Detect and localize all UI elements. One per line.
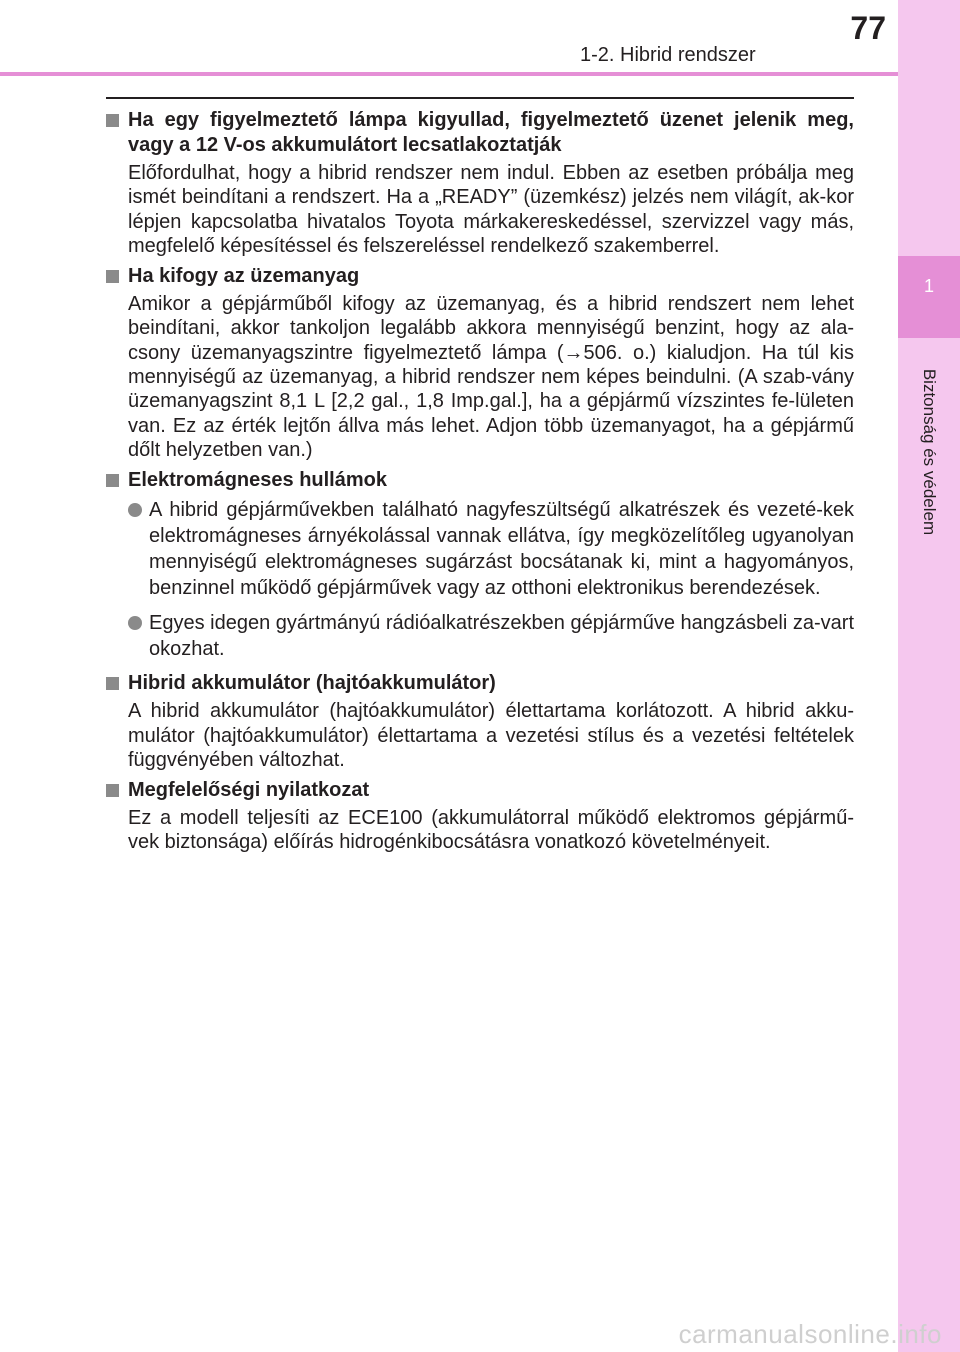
side-tab-bar xyxy=(898,0,960,1352)
chapter-tab xyxy=(898,256,960,338)
section-paragraph: A hibrid akkumulátor (hajtóakkumulátor) élettartama korlátozott. A hibrid akku-mulátor (hajtóakkumulátor) élettartama a vezetési stílus és a vezetési feltételek függvényében változhat. xyxy=(128,700,854,771)
section-paragraph: Előfordulhat, hogy a hibrid rendszer nem indul. Ebben az esetben próbálja meg ismét beindítani a rendszert. Ha a „READY” (üzemkész) jelzés nem világít, ak-kor lépjen kapcsolatba hivatalos Toyota márkakereskedéssel, szervizzel vagy más, megfelelő képesítéssel és felszereléssel rendelkező szakemberrel. xyxy=(128,162,854,257)
section-heading xyxy=(106,264,854,289)
bullet-text: A hibrid gépjárművekben található nagyfeszültségű alkatrészek és vezeté-kek elektromágneses árnyékolással vannak ellátva, így megközelítőleg ugyanolyan mennyiségű elektromágneses sugárzást bocsátanak ki, mint a hagyományos, benzinnel működő gépjárművek vagy az otthoni elektronikus berendezések. xyxy=(149,499,854,600)
bullet-item xyxy=(128,497,854,601)
chapter-label: Biztonság és védelem xyxy=(920,368,939,536)
watermark-text: carmanualsonline.info xyxy=(678,1319,942,1349)
square-bullet-icon xyxy=(106,114,119,127)
header-rule xyxy=(0,72,898,76)
square-bullet-icon xyxy=(106,677,119,690)
section-paragraph: Ez a modell teljesíti az ECE100 (akkumulátorral működő elektromos gépjármű-vek biztonsága) előírás hidrogénkibocsátásra vonatkozó követelményeit. xyxy=(128,807,854,854)
section-heading-text: Hibrid akkumulátor (hajtóakkumulátor) xyxy=(128,672,496,695)
chapter-number: 1 xyxy=(923,276,934,296)
round-bullet-icon xyxy=(128,616,142,630)
square-bullet-icon xyxy=(106,474,119,487)
section-heading-text: Ha kifogy az üzemanyag xyxy=(128,265,360,288)
section-heading xyxy=(106,778,854,803)
section-out-of-fuel xyxy=(106,264,854,462)
section-paragraph: Amikor a gépjárműből kifogy az üzemanyag, és a hibrid rendszert nem lehet beindítani, akkor tankoljon legalább akkora mennyiségű benzint, hogy az ala-csony üzemanyagszintre figyelmeztető lámpa (→506. o.) kialudjon. Ha túl kis mennyiségű az üzemanyag, a hibrid rendszer nem képes beindulni. (A szab-vány üzemanyagszint 8,1 L [2,2 gal., 1,8 Imp.gal.], ha a gépjármű vízszintes fe-lületen van. Ez az érték lejtőn állva más lehet. Adjon több üzemanyagot, ha a gépjármű dőlt helyzetben van.) xyxy=(128,293,854,461)
bullet-text: Egyes idegen gyártmányú rádióalkatrészekben gépjárműve hangzásbeli za-vart okozhat. xyxy=(149,612,854,661)
bullet-item xyxy=(128,610,854,662)
section-heading-text: Ha egy figyelmeztető lámpa kigyullad, figyelmeztető üzenet jelenik meg, vagy a 12 V-os akkumulátort lecsatlakoztatják xyxy=(128,109,854,156)
section-hybrid-battery xyxy=(106,671,854,772)
content-top-rule xyxy=(106,97,854,99)
section-warning-light xyxy=(106,108,854,258)
section-heading-text: Elektromágneses hullámok xyxy=(128,469,387,492)
section-electromagnetic-waves xyxy=(106,468,854,662)
page-content xyxy=(106,108,854,861)
square-bullet-icon xyxy=(106,270,119,283)
square-bullet-icon xyxy=(106,784,119,797)
section-heading xyxy=(106,468,854,493)
section-heading xyxy=(106,671,854,696)
section-declaration-of-conformity xyxy=(106,778,854,855)
page-number: 77 xyxy=(850,10,886,46)
section-heading xyxy=(106,108,854,158)
round-bullet-icon xyxy=(128,503,142,517)
section-title: 1-2. Hibrid rendszer xyxy=(580,44,756,66)
section-heading-text: Megfelelőségi nyilatkozat xyxy=(128,779,370,802)
